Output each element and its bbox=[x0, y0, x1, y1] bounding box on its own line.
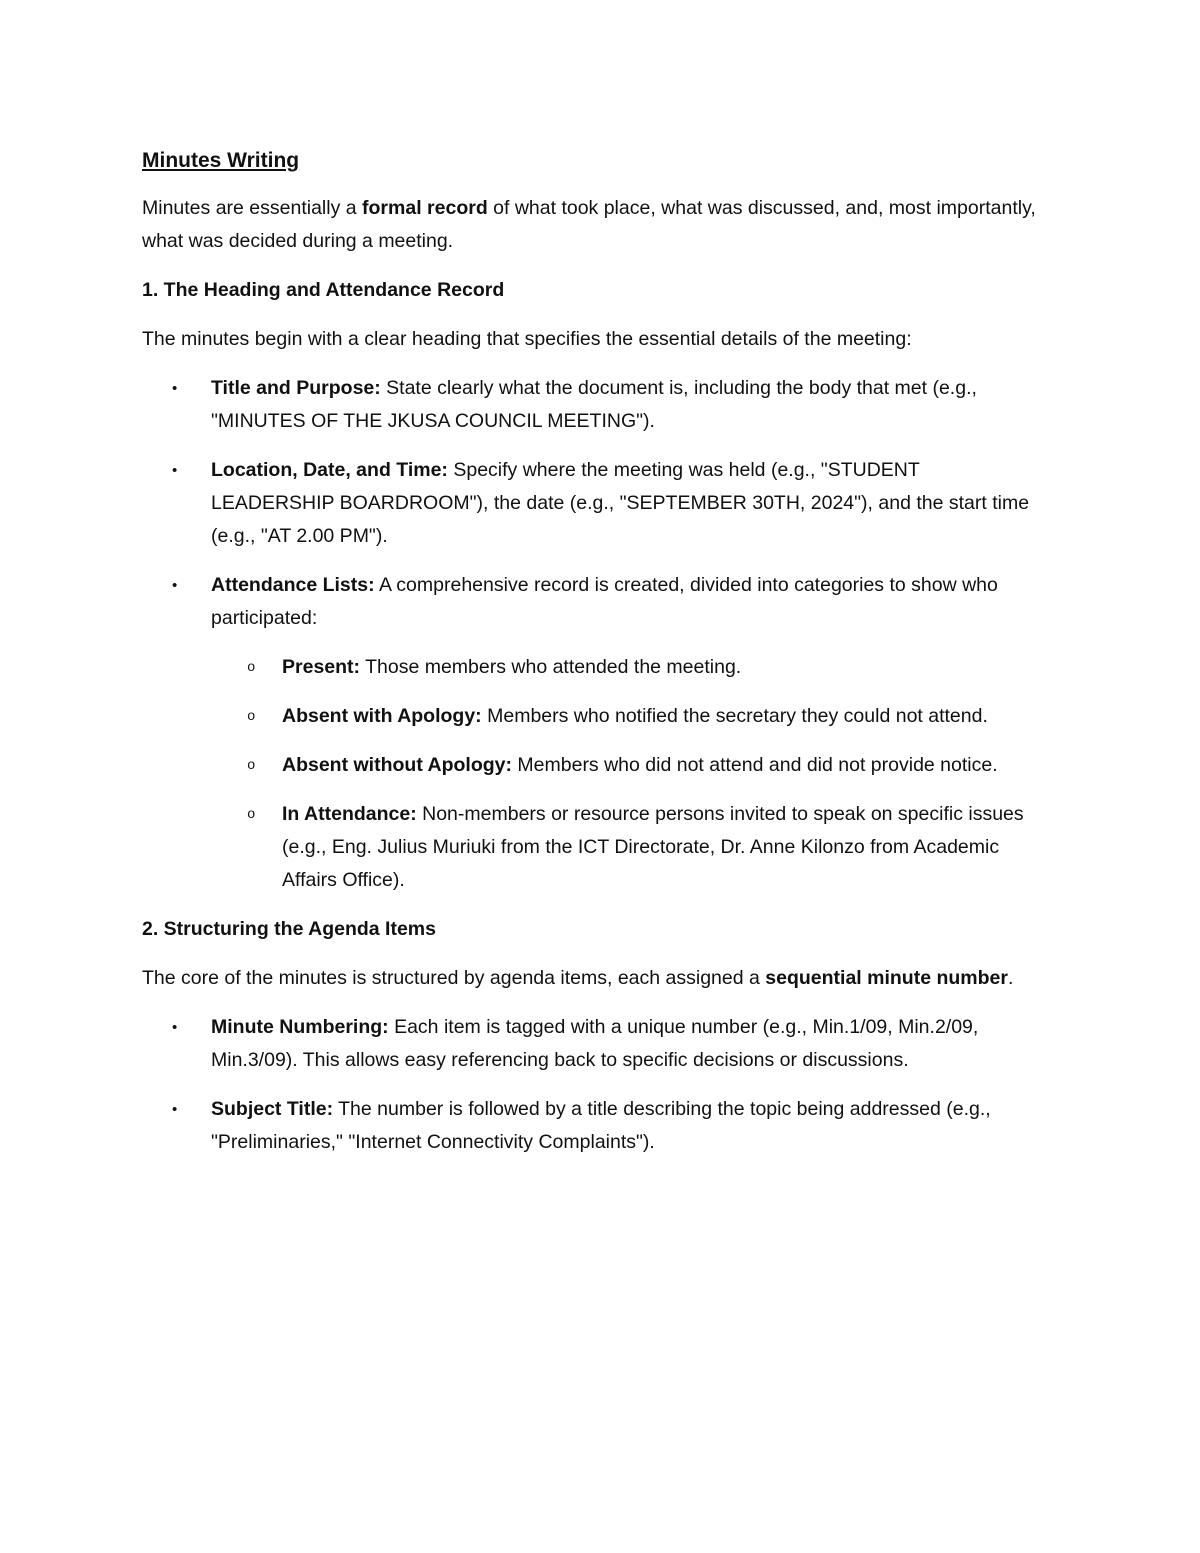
circle-bullet-icon: o bbox=[247, 709, 256, 725]
bullet-icon: • bbox=[172, 577, 178, 594]
circle-bullet-icon: o bbox=[247, 758, 256, 774]
document-page bbox=[142, 146, 1042, 1175]
sub-list-item bbox=[211, 651, 1042, 684]
section-2-lead bbox=[142, 962, 1042, 995]
sub-item-label: In Attendance: bbox=[282, 803, 417, 825]
section-2-heading: 2. Structuring the Agenda Items bbox=[142, 918, 436, 940]
bullet-icon: • bbox=[172, 1101, 178, 1118]
item-text: State clearly what the document is, including the body that met (e.g., "MINUTES OF THE JKUSA COUNCIL MEETING"). bbox=[211, 377, 977, 432]
document-title: Minutes Writing bbox=[142, 149, 300, 172]
section-2-lead-post: . bbox=[1007, 967, 1014, 989]
bullet-icon: • bbox=[172, 462, 178, 479]
section-1-lead: The minutes begin with a clear heading that specifies the essential details of the meeting: bbox=[142, 328, 912, 350]
section-2-lead-pre: The core of the minutes is structured by agenda items, each assigned a bbox=[142, 967, 766, 989]
section-1-heading: 1. The Heading and Attendance Record bbox=[142, 279, 505, 301]
intro-paragraph bbox=[142, 192, 1042, 258]
sub-item-text: Members who notified the secretary they could not attend. bbox=[481, 705, 988, 727]
item-label: Title and Purpose: bbox=[211, 377, 381, 399]
sub-item-label: Absent without Apology: bbox=[282, 754, 512, 776]
circle-bullet-icon: o bbox=[247, 807, 256, 823]
bullet-icon: • bbox=[172, 1019, 178, 1036]
item-label: Location, Date, and Time: bbox=[211, 459, 448, 481]
item-text: A comprehensive record is created, divided into categories to show who participated: bbox=[211, 574, 998, 629]
list-item bbox=[142, 1093, 1042, 1159]
sub-item-label: Present: bbox=[282, 656, 361, 678]
item-label: Subject Title: bbox=[211, 1098, 334, 1120]
item-label: Minute Numbering: bbox=[211, 1016, 389, 1038]
section-2-list bbox=[142, 1011, 1042, 1159]
sub-item-text: Those members who attended the meeting. bbox=[360, 656, 742, 678]
list-item bbox=[142, 569, 1042, 897]
sub-item-text: Members who did not attend and did not provide notice. bbox=[512, 754, 998, 776]
attendance-sublist bbox=[211, 651, 1042, 897]
sub-list-item bbox=[211, 700, 1042, 733]
sub-item-text: Non-members or resource persons invited to speak on specific issues (e.g., Eng. Julius Muriuki from the ICT Directorate, Dr. Anne Kilonzo from Academic Affairs Office). bbox=[282, 803, 1024, 891]
item-text: Each item is tagged with a unique number (e.g., Min.1/09, Min.2/09, Min.3/09). This allows easy referencing back to specific decisions or discussions. bbox=[211, 1016, 979, 1071]
sub-list-item bbox=[211, 749, 1042, 782]
list-item bbox=[142, 454, 1042, 553]
intro-text-pre: Minutes are essentially a bbox=[142, 197, 363, 219]
item-text: Specify where the meeting was held (e.g., "STUDENT LEADERSHIP BOARDROOM"), the date (e.g., "SEPTEMBER 30TH, 2024"), and the start time (e.g., "AT 2.00 PM"). bbox=[211, 459, 1030, 547]
intro-text-bold: formal record bbox=[362, 197, 488, 219]
item-text: The number is followed by a title describing the topic being addressed (e.g., "Preliminaries," "Internet Connectivity Complaints"). bbox=[211, 1098, 991, 1153]
list-item bbox=[142, 1011, 1042, 1077]
circle-bullet-icon: o bbox=[247, 660, 256, 676]
bullet-icon: • bbox=[172, 380, 178, 397]
section-1-list bbox=[142, 372, 1042, 897]
sub-list-item bbox=[211, 798, 1042, 897]
intro-text-post: of what took place, what was discussed, and, most importantly, what was decided during a meeting. bbox=[142, 197, 1036, 252]
item-label: Attendance Lists: bbox=[211, 574, 375, 596]
sub-item-label: Absent with Apology: bbox=[282, 705, 482, 727]
section-2-lead-bold: sequential minute number bbox=[765, 967, 1008, 989]
list-item bbox=[142, 372, 1042, 438]
